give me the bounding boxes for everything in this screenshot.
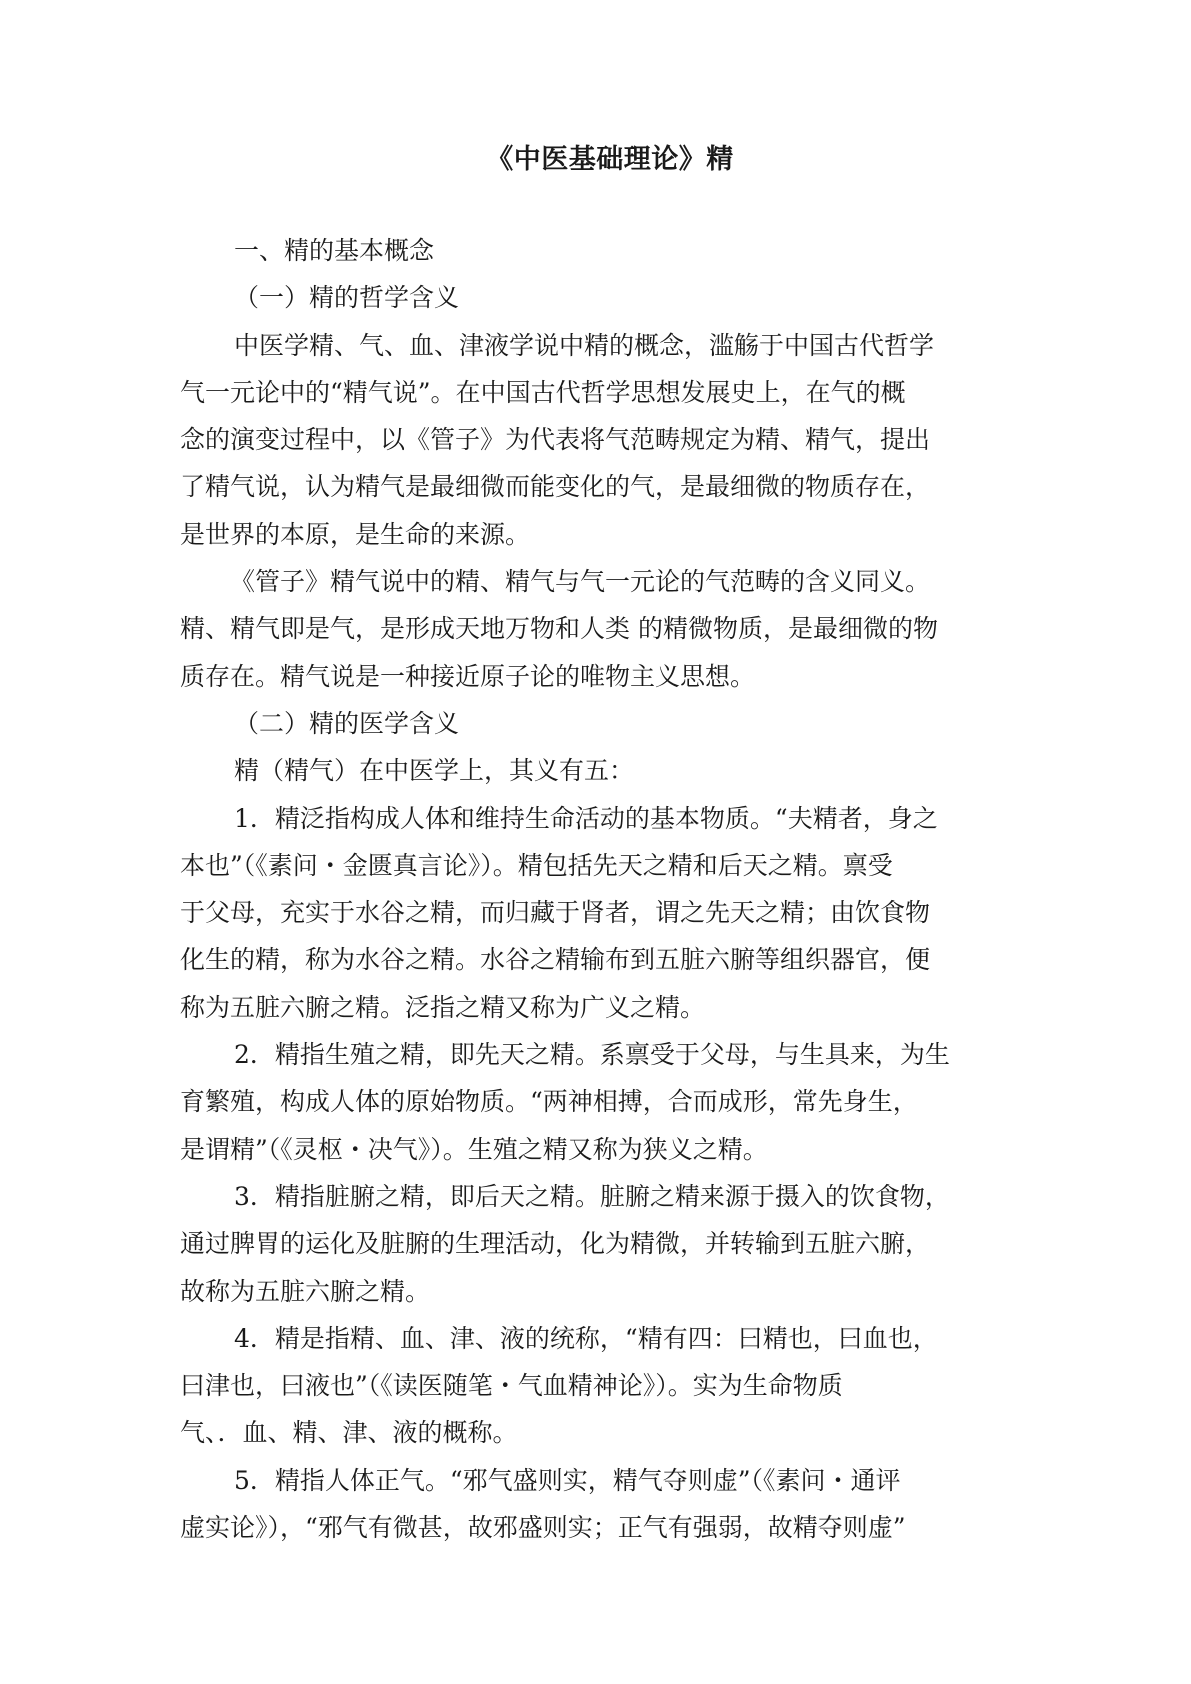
text-line: （二）精的医学含义 xyxy=(234,708,460,738)
text-line: 一、精的基本概念 xyxy=(234,236,435,265)
text-line: 于父母，充实于水谷之精，而归藏于肾者，谓之先天之精；由饮食物 xyxy=(180,898,931,928)
text-line: 曰津也，曰液也”（《读医随笔・气血精神论》）。实为生命物质 xyxy=(180,1371,843,1401)
text-line: 是谓精”（《灵枢・决气》）。生殖之精又称为狭义之精。 xyxy=(180,1134,768,1164)
text-line: 育繁殖，构成人体的原始物质。“两神相搏，合而成形，常先身生， xyxy=(180,1087,918,1117)
text-line: 是世界的本原，是生命的来源。 xyxy=(180,519,531,549)
text-line: 虚实论》），“邪气有微甚，故邪盛则实；正气有强弱，故精夺则虚” xyxy=(180,1513,906,1543)
text-line: 《管子》精气说中的精、精气与气一元论的气范畴的含义同义。 xyxy=(230,567,931,597)
text-line: 本也”（《素问・金匮真言论》）。精包括先天之精和后天之精。禀受 xyxy=(180,850,893,880)
text-line: 2．精指生殖之精，即先天之精。系禀受于父母，与生具来，为生 xyxy=(234,1040,950,1070)
document-title: 《中医基础理论》精 xyxy=(486,144,734,175)
text-line: 中医学精、气、血、津液学说中精的概念，滥觞于中国古代哲学 xyxy=(234,330,935,360)
text-line: 精（精气）在中医学上，其义有五： xyxy=(234,756,635,786)
text-line: 称为五脏六腑之精。泛指之精又称为广义之精。 xyxy=(180,992,706,1022)
text-line: 精、精气即是气，是形成天地万物和人类 的精微物质，是最细微的物 xyxy=(180,614,938,644)
text-line: 通过脾胃的运化及脏腑的生理活动，化为精微，并转输到五脏六腑， xyxy=(180,1229,931,1259)
text-line: 念的演变过程中，以《管子》为代表将气范畴规定为精、精气，提出 xyxy=(180,425,931,455)
text-line: 1．精泛指构成人体和维持生命活动的基本物质。“夫精者，身之 xyxy=(234,803,938,833)
text-line: 气、．血、精、津、液的概称。 xyxy=(180,1418,518,1448)
text-line: 化生的精，称为水谷之精。水谷之精输布到五脏六腑等组织器官，便 xyxy=(180,945,931,975)
text-line: （一）精的哲学含义 xyxy=(234,283,460,313)
text-line: 5．精指人体正气。“邪气盛则实，精气夺则虚”（《素问・通评 xyxy=(234,1465,901,1495)
document-page xyxy=(180,135,1040,1551)
text-line: 4．精是指精、血、津、液的统称，“精有四：曰精也，曰血也， xyxy=(234,1323,938,1353)
text-line: 质存在。精气说是一种接近原子论的唯物主义思想。 xyxy=(180,661,756,691)
document-body xyxy=(180,227,1040,1551)
text-line: 了精气说，认为精气是最细微而能变化的气，是最细微的物质存在， xyxy=(180,472,931,502)
text-line: 故称为五脏六腑之精。 xyxy=(180,1276,431,1306)
text-line: 气一元论中的“精气说”。在中国古代哲学思想发展史上，在气的概 xyxy=(180,377,906,407)
text-line: 3．精指脏腑之精，即后天之精。脏腑之精来源于摄入的饮食物， xyxy=(234,1181,950,1211)
